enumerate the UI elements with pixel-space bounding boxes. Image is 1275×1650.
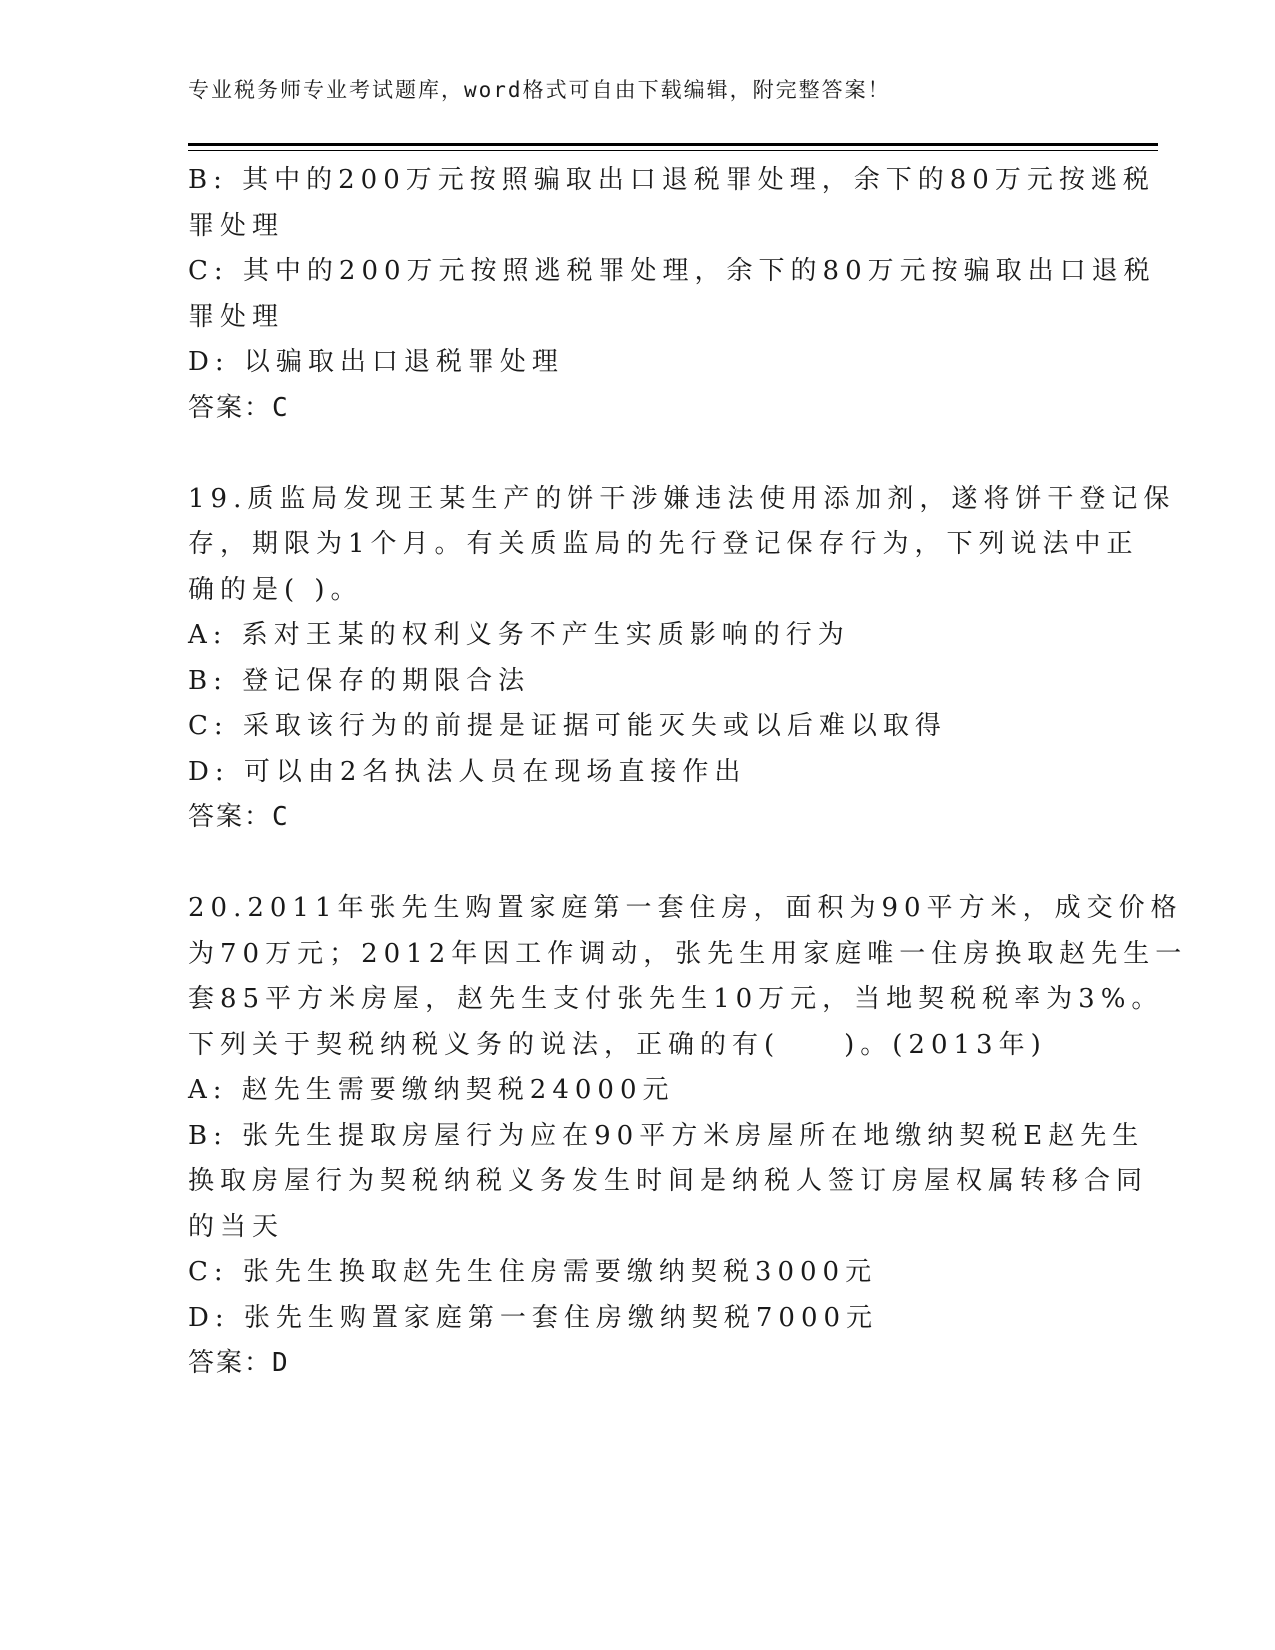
document-body [188, 158, 1188, 1387]
option-a: A: 赵先生需要缴纳契税24000元 [188, 1075, 675, 1105]
header-rule-thin [188, 150, 1158, 151]
question-20 [188, 886, 1188, 1387]
option-b-line-1: B: 其中的200万元按照骗取出口退税罪处理，余下的80万元按逃税 [188, 165, 1155, 195]
question-19 [188, 477, 1176, 841]
option-d: D: 以骗取出口退税罪处理 [188, 347, 564, 377]
option-b-line-2: 换取房屋行为契税纳税义务发生时间是纳税人签订房屋权属转移合同 [188, 1166, 1149, 1196]
question-stem-line: 19.质监局发现王某生产的饼干涉嫌违法使用添加剂，遂将饼干登记保 [188, 483, 1176, 514]
question-stem-line: 为70万元；2012年因工作调动，张先生用家庭唯一住房换取赵先生一 [188, 938, 1188, 969]
answer: 答案：D [188, 1348, 290, 1378]
option-b-line-1: B: 张先生提取房屋行为应在90平方米房屋所在地缴纳契税E赵先生 [188, 1120, 1145, 1151]
spacer [188, 431, 1088, 477]
option-c-line-2: 罪处理 [188, 301, 285, 332]
question-stem-line: 套85平方米房屋，赵先生支付张先生10万元，当地契税税率为3%。 [188, 984, 1164, 1014]
header-rule-thick [188, 143, 1158, 146]
option-c-line-1: C: 其中的200万元按照逃税罪处理，余下的80万元按骗取出口退税 [188, 256, 1156, 286]
question-18 [188, 158, 1156, 431]
page-header: 专业税务师专业考试题库，word格式可自由下载编辑，附完整答案！ [188, 78, 891, 102]
option-b-line-2: 罪处理 [188, 210, 285, 241]
spacer [188, 841, 1088, 887]
option-d: D: 张先生购置家庭第一套住房缴纳契税7000元 [188, 1302, 879, 1333]
option-a: A: 系对王某的权利义务不产生实质影响的行为 [188, 620, 850, 650]
answer: 答案：C [188, 802, 290, 832]
question-stem-line: 存，期限为1个月。有关质监局的先行登记保存行为，下列说法中正 [188, 529, 1139, 559]
option-d: D: 可以由2名执法人员在现场直接作出 [188, 756, 747, 787]
question-stem-line: 20.2011年张先生购置家庭第一套住房，面积为90平方米，成交价格 [188, 893, 1183, 923]
answer: 答案：C [188, 392, 290, 423]
question-stem-line: 下列关于契税纳税义务的说法，正确的有( )。(2013年) [188, 1029, 1047, 1060]
option-b-line-3: 的当天 [188, 1211, 285, 1242]
question-stem-line: 确的是( )。 [188, 574, 363, 605]
option-b: B: 登记保存的期限合法 [188, 665, 531, 696]
option-c: C: 张先生换取赵先生住房需要缴纳契税3000元 [188, 1257, 878, 1287]
option-c: C: 采取该行为的前提是证据可能灭失或以后难以取得 [188, 711, 947, 741]
